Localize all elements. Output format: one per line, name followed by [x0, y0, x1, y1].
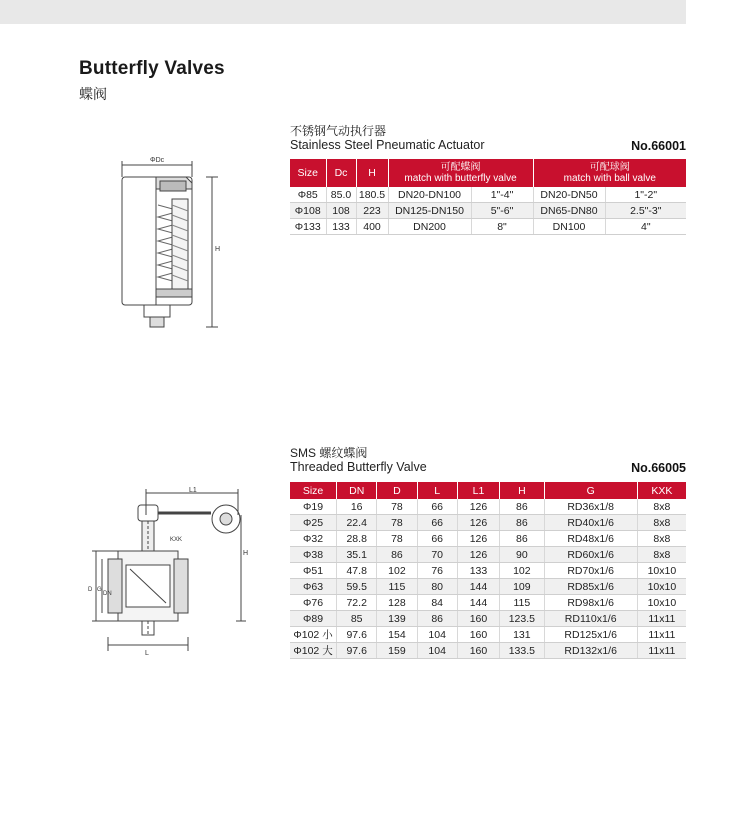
- header-cell: G: [544, 482, 637, 499]
- table-cell: Φ76: [290, 595, 337, 611]
- header-butterfly: [388, 159, 533, 187]
- table-cell: 1"-4": [471, 187, 533, 203]
- table-row: [290, 611, 686, 627]
- table-cell: RD36x1/8: [544, 499, 637, 515]
- table-cell: 86: [500, 531, 544, 547]
- table-cell: 8x8: [637, 531, 686, 547]
- table-cell: 35.1: [337, 547, 377, 563]
- table-cell: 16: [337, 499, 377, 515]
- table-cell: 104: [417, 643, 457, 659]
- table-cell: RD125x1/6: [544, 627, 637, 643]
- threaded-valve-spec-table: [290, 482, 686, 659]
- table-cell: 22.4: [337, 515, 377, 531]
- table-cell: 10x10: [637, 595, 686, 611]
- table-cell: 144: [457, 595, 499, 611]
- table-cell: 97.6: [337, 627, 377, 643]
- table-row: [290, 563, 686, 579]
- table-cell: 85.0: [326, 187, 356, 203]
- table-cell: Φ32: [290, 531, 337, 547]
- table-cell: 84: [417, 595, 457, 611]
- table-cell: 160: [457, 643, 499, 659]
- table-cell: RD98x1/6: [544, 595, 637, 611]
- table-row: [290, 547, 686, 563]
- actuator-table-body: [290, 187, 686, 235]
- table-cell: 115: [377, 579, 417, 595]
- butterfly-valve-drawing: [86, 485, 251, 660]
- table-cell: 78: [377, 515, 417, 531]
- table-cell: Φ108: [290, 203, 326, 219]
- table-cell: 102: [500, 563, 544, 579]
- table-cell: 4": [605, 219, 686, 235]
- table-cell: RD70x1/6: [544, 563, 637, 579]
- table-cell: 86: [500, 499, 544, 515]
- table-cell: 11x11: [637, 627, 686, 643]
- header-ball-en: match with ball valve: [563, 173, 656, 184]
- header-ball-cn: 可配球阀: [589, 162, 630, 173]
- table-cell: 86: [500, 515, 544, 531]
- table-cell: Φ89: [290, 611, 337, 627]
- section2-title-en: Threaded Butterfly Valve: [290, 460, 427, 474]
- table-cell: Φ102 小: [290, 627, 337, 643]
- header-cell: D: [377, 482, 417, 499]
- kxk-label: KXK: [170, 537, 183, 543]
- table-cell: DN20-DN50: [533, 187, 605, 203]
- table-cell: 2.5"-3": [605, 203, 686, 219]
- table-row: [290, 219, 686, 235]
- header-cell: L1: [457, 482, 499, 499]
- header-h: H: [356, 159, 388, 187]
- table-row: [290, 515, 686, 531]
- table-cell: 400: [356, 219, 388, 235]
- table-cell: RD60x1/6: [544, 547, 637, 563]
- table-cell: 109: [500, 579, 544, 595]
- header-cell: DN: [337, 482, 377, 499]
- table-row: [290, 203, 686, 219]
- table-cell: 86: [377, 547, 417, 563]
- table-cell: 160: [457, 627, 499, 643]
- table-cell: 115: [500, 595, 544, 611]
- l1-label: L1: [189, 487, 197, 494]
- header-ball: [533, 159, 686, 187]
- table-cell: Φ63: [290, 579, 337, 595]
- h-label-2: H: [243, 550, 249, 557]
- table-cell: 97.6: [337, 643, 377, 659]
- table-cell: 76: [417, 563, 457, 579]
- actuator-spec-table: [290, 159, 686, 235]
- table-cell: 133.5: [500, 643, 544, 659]
- table-cell: 160: [457, 611, 499, 627]
- table-cell: 126: [457, 499, 499, 515]
- section1-header: [290, 124, 686, 153]
- table-row: [290, 499, 686, 515]
- table-row: [290, 187, 686, 203]
- table-row: [290, 643, 686, 659]
- table-cell: 47.8: [337, 563, 377, 579]
- table-cell: 8x8: [637, 499, 686, 515]
- table-row: [290, 595, 686, 611]
- table-cell: RD132x1/6: [544, 643, 637, 659]
- l-label: L: [145, 650, 149, 657]
- table-cell: RD110x1/6: [544, 611, 637, 627]
- table-cell: 59.5: [337, 579, 377, 595]
- section2-header: [290, 446, 686, 475]
- page-subtitle: 蝶阀: [79, 86, 107, 102]
- table-cell: DN65-DN80: [533, 203, 605, 219]
- table-cell: Φ25: [290, 515, 337, 531]
- table-cell: 133: [457, 563, 499, 579]
- table-cell: 11x11: [637, 611, 686, 627]
- table-cell: 85: [337, 611, 377, 627]
- top-bar: [0, 0, 686, 24]
- table-row: [290, 627, 686, 643]
- d-label: D: [88, 587, 93, 593]
- table-cell: 90: [500, 547, 544, 563]
- table-cell: 66: [417, 499, 457, 515]
- table-cell: DN20-DN100: [388, 187, 471, 203]
- table-cell: 131: [500, 627, 544, 643]
- table-cell: 223: [356, 203, 388, 219]
- table-cell: 123.5: [500, 611, 544, 627]
- table-cell: 144: [457, 579, 499, 595]
- header-cell: H: [500, 482, 544, 499]
- table-cell: 78: [377, 499, 417, 515]
- header-cell: L: [417, 482, 457, 499]
- table-cell: RD48x1/6: [544, 531, 637, 547]
- table-cell: 126: [457, 531, 499, 547]
- table-cell: 126: [457, 547, 499, 563]
- table-cell: 66: [417, 515, 457, 531]
- actuator-drawing: [100, 155, 225, 340]
- header-cell: Size: [290, 482, 337, 499]
- table-cell: 108: [326, 203, 356, 219]
- h-label: H: [215, 246, 221, 253]
- table-cell: 102: [377, 563, 417, 579]
- table-cell: 80: [417, 579, 457, 595]
- table-cell: RD85x1/6: [544, 579, 637, 595]
- dn-label: DN: [103, 591, 112, 597]
- dc-label: ΦDc: [150, 157, 165, 164]
- table-cell: DN200: [388, 219, 471, 235]
- table-cell: RD40x1/6: [544, 515, 637, 531]
- table-cell: 78: [377, 531, 417, 547]
- header-dc: Dc: [326, 159, 356, 187]
- table-cell: 133: [326, 219, 356, 235]
- table-cell: 70: [417, 547, 457, 563]
- table-cell: 28.8: [337, 531, 377, 547]
- section1-number: No.66001: [631, 139, 686, 153]
- header-butterfly-cn: 可配蝶阀: [440, 162, 481, 173]
- section1-title-en: Stainless Steel Pneumatic Actuator: [290, 138, 485, 152]
- table-row: [290, 579, 686, 595]
- table-cell: 1"-2": [605, 187, 686, 203]
- table-row: [290, 531, 686, 547]
- table-cell: DN125-DN150: [388, 203, 471, 219]
- table-cell: 8": [471, 219, 533, 235]
- table-cell: 66: [417, 531, 457, 547]
- header-cell: KXK: [637, 482, 686, 499]
- table-cell: 11x11: [637, 643, 686, 659]
- g-label: G: [97, 587, 102, 593]
- table-cell: Φ51: [290, 563, 337, 579]
- header-butterfly-en: match with butterfly valve: [404, 173, 517, 184]
- table-cell: DN100: [533, 219, 605, 235]
- table-cell: 128: [377, 595, 417, 611]
- table-cell: Φ85: [290, 187, 326, 203]
- section1-title-cn: 不锈钢气动执行器: [290, 124, 387, 138]
- table-cell: 126: [457, 515, 499, 531]
- table-cell: 10x10: [637, 579, 686, 595]
- table-cell: 8x8: [637, 547, 686, 563]
- table-cell: Φ38: [290, 547, 337, 563]
- table-cell: 72.2: [337, 595, 377, 611]
- header-size: Size: [290, 159, 326, 187]
- page-title: Butterfly Valves: [79, 58, 225, 79]
- table-cell: Φ133: [290, 219, 326, 235]
- table-cell: Φ19: [290, 499, 337, 515]
- table-cell: 180.5: [356, 187, 388, 203]
- table-cell: 104: [417, 627, 457, 643]
- table-cell: 154: [377, 627, 417, 643]
- table-cell: 159: [377, 643, 417, 659]
- table-cell: 86: [417, 611, 457, 627]
- section2-number: No.66005: [631, 461, 686, 475]
- table-cell: 10x10: [637, 563, 686, 579]
- section2-title-cn: SMS 螺纹蝶阀: [290, 446, 368, 460]
- table-cell: Φ102 大: [290, 643, 337, 659]
- table-cell: 5"-6": [471, 203, 533, 219]
- table-cell: 8x8: [637, 515, 686, 531]
- threaded-table-body: [290, 499, 686, 659]
- table-cell: 139: [377, 611, 417, 627]
